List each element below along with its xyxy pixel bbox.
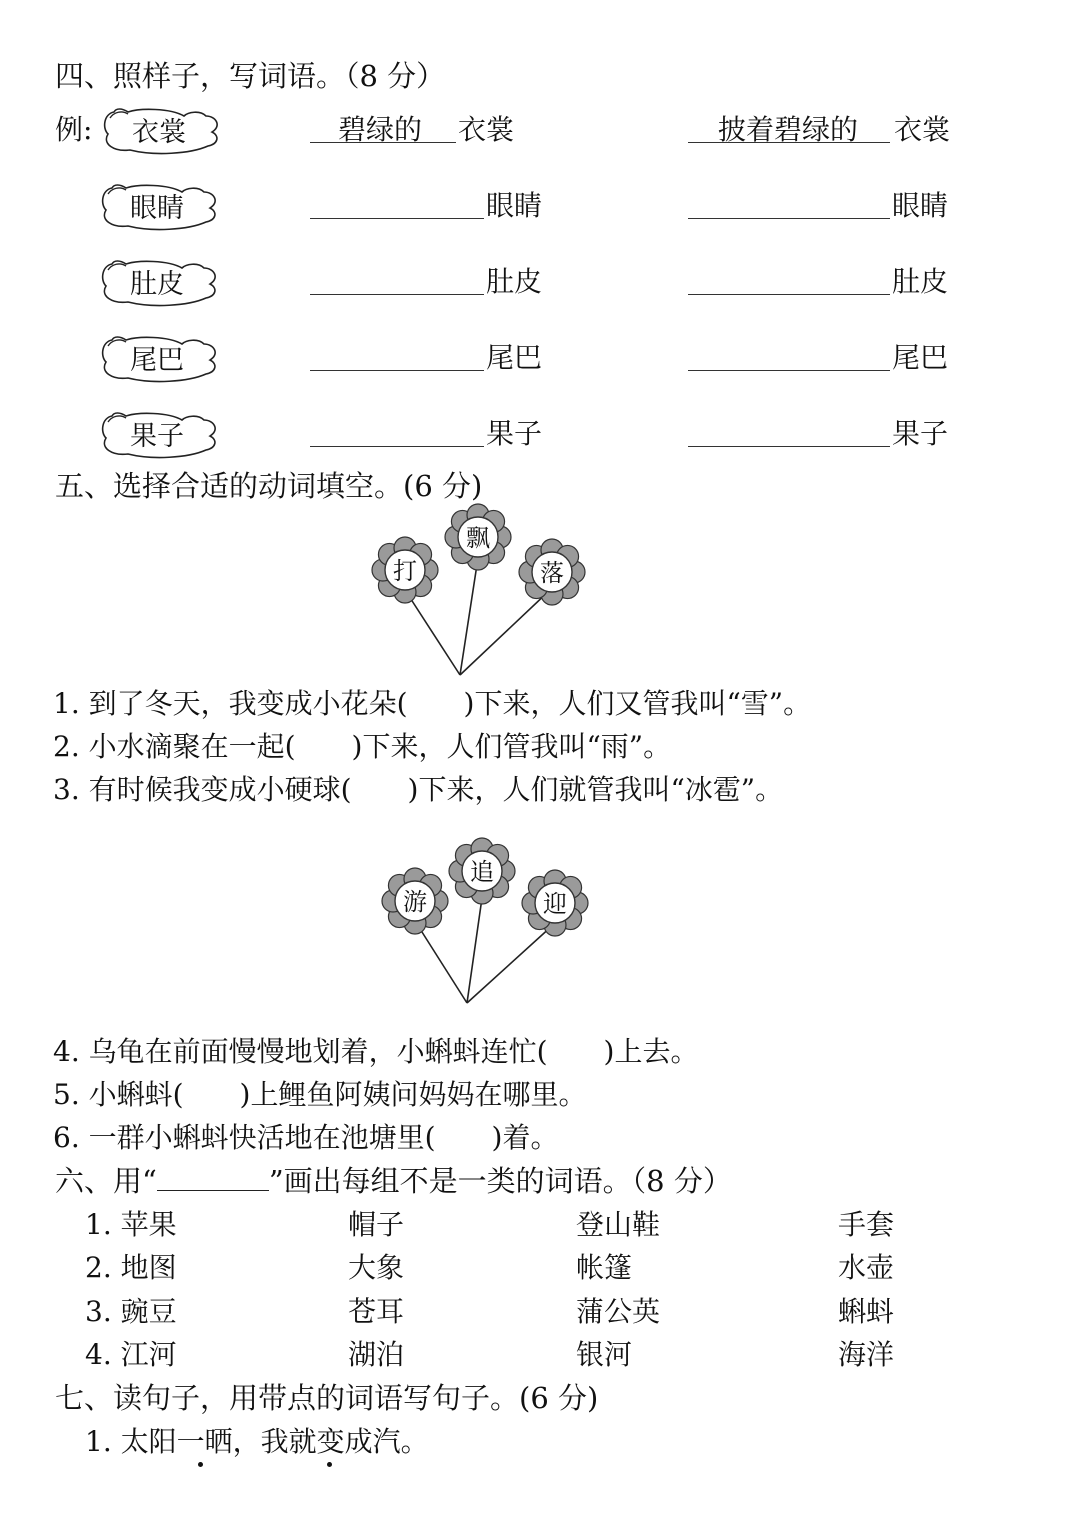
example-right-noun: 衣裳	[894, 113, 951, 146]
row-right-noun: 眼睛	[892, 189, 949, 222]
flower-label: 迎	[543, 890, 567, 918]
section6-title	[55, 1159, 732, 1200]
flower-2-3	[522, 870, 588, 936]
cloud-word: 眼睛	[130, 193, 184, 224]
answer-blank-1-1[interactable]	[310, 218, 484, 219]
question-3: 3. 有时候我变成小硬球( )下来，人们就管我叫“冰雹”。	[53, 773, 784, 806]
word-2-4[interactable]: 水壶	[838, 1251, 895, 1284]
example-mid-noun: 衣裳	[458, 113, 515, 146]
flower-bouquet-2	[365, 833, 605, 1008]
row-right-noun: 尾巴	[892, 341, 949, 374]
question-1: 1. 到了冬天，我变成小花朵( )下来，人们又管我叫“雪”。	[53, 687, 812, 720]
cloud-word: 尾巴	[130, 345, 184, 376]
underline-sample	[157, 1168, 269, 1191]
flower-label: 飘	[466, 524, 490, 552]
word-4-2[interactable]: 湖泊	[348, 1338, 405, 1371]
word-1-4[interactable]: 手套	[838, 1208, 895, 1241]
word-3-3[interactable]: 蒲公英	[576, 1295, 661, 1328]
row-right-noun: 肚皮	[892, 265, 949, 298]
cloud-word: 肚皮	[130, 269, 184, 300]
answer-blank-2-1[interactable]	[310, 294, 484, 295]
flower-1-1	[372, 537, 438, 603]
answer-blank-4-2[interactable]	[688, 446, 890, 447]
flower-1-2	[445, 504, 511, 570]
flower-label: 打	[393, 557, 417, 585]
row-mid-noun: 尾巴	[486, 341, 543, 374]
flower-2-1	[382, 868, 448, 934]
question-5: 5. 小蝌蚪( )上鲤鱼阿姨问妈妈在哪里。	[53, 1078, 587, 1111]
flower-1-3	[519, 539, 585, 605]
answer-blank-4-1[interactable]	[310, 446, 484, 447]
answer-blank-3-1[interactable]	[310, 370, 484, 371]
word-1-2[interactable]: 帽子	[348, 1208, 405, 1241]
section6-title-pre: 六、用“	[55, 1164, 157, 1198]
word-1-3[interactable]: 登山鞋	[576, 1208, 661, 1241]
word-4-4[interactable]: 海洋	[838, 1338, 895, 1371]
answer-blank-1-2[interactable]	[688, 218, 890, 219]
example-right-fill: 披着碧绿的	[718, 113, 859, 146]
emphasis-dot-1	[198, 1462, 203, 1467]
row-right-noun: 果子	[892, 417, 949, 450]
example-mid-fill: 碧绿的	[338, 113, 423, 146]
word-2-2[interactable]: 大象	[348, 1251, 405, 1284]
cloud-word: 衣裳	[132, 117, 186, 148]
word-2-3[interactable]: 帐篷	[576, 1251, 633, 1284]
row-mid-noun: 果子	[486, 417, 543, 450]
flower-label: 游	[403, 888, 427, 916]
word-3-1[interactable]: 3. 豌豆	[85, 1295, 177, 1328]
section4-title: 四、照样子，写词语。（8 分）	[55, 59, 446, 93]
word-4-1[interactable]: 4. 江河	[85, 1338, 177, 1371]
section7-question-1: 1. 太阳一晒，我就变成汽。	[85, 1425, 429, 1458]
word-4-3[interactable]: 银河	[576, 1338, 633, 1371]
flower-2-2	[449, 838, 515, 904]
flower-label: 追	[470, 858, 494, 886]
section6-title-post: ”画出每组不是一类的词语。（8 分）	[268, 1164, 732, 1198]
cloud-word: 果子	[130, 421, 184, 452]
row-mid-noun: 肚皮	[486, 265, 543, 298]
emphasis-dot-2	[327, 1462, 332, 1467]
example-label: 例:	[55, 113, 93, 146]
question-6: 6. 一群小蝌蚪快活地在池塘里( )着。	[53, 1121, 559, 1154]
word-3-4[interactable]: 蝌蚪	[838, 1295, 895, 1328]
question-2: 2. 小水滴聚在一起( )下来，人们管我叫“雨”。	[53, 730, 672, 763]
flower-label: 落	[540, 559, 564, 587]
flower-bouquet-1	[360, 500, 600, 680]
word-3-2[interactable]: 苍耳	[348, 1295, 405, 1328]
answer-blank-2-2[interactable]	[688, 294, 890, 295]
section7-title: 七、读句子，用带点的词语写句子。(6 分)	[55, 1381, 599, 1415]
word-2-1[interactable]: 2. 地图	[85, 1251, 177, 1284]
row-mid-noun: 眼睛	[486, 189, 543, 222]
answer-blank-3-2[interactable]	[688, 370, 890, 371]
word-1-1[interactable]: 1. 苹果	[85, 1208, 177, 1241]
section5-title: 五、选择合适的动词填空。(6 分)	[55, 469, 483, 503]
question-4: 4. 乌龟在前面慢慢地划着，小蝌蚪连忙( )上去。	[53, 1035, 699, 1068]
